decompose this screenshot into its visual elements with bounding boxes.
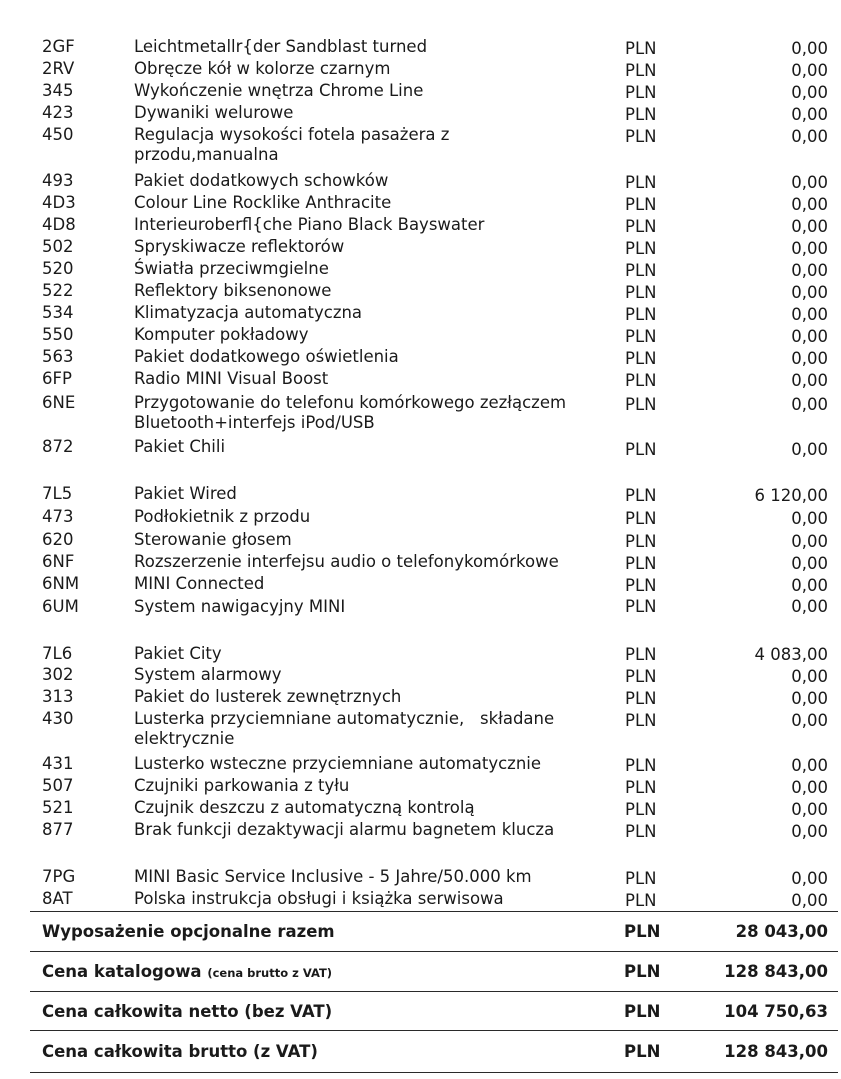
item-amount: 0,00 (791, 509, 828, 528)
item-currency: PLN (625, 576, 657, 595)
item-currency: PLN (625, 217, 657, 236)
item-amount: 0,00 (791, 371, 828, 390)
item-description: Pakiet dodatkowego oświetlenia (134, 347, 399, 366)
total-amount: 28 043,00 (735, 922, 828, 941)
item-currency: PLN (625, 667, 657, 686)
item-currency: PLN (625, 61, 657, 80)
line-item (0, 303, 841, 323)
item-currency: PLN (625, 778, 657, 797)
item-description: Interieuroberfl{che Piano Black Bayswater (134, 215, 485, 234)
item-description: Pakiet City (134, 644, 222, 663)
item-amount: 0,00 (791, 239, 828, 258)
item-code: 6NM (42, 574, 80, 593)
item-code: 521 (42, 798, 74, 817)
item-description: System alarmowy (134, 665, 282, 684)
item-currency: PLN (625, 127, 657, 146)
item-amount: 0,00 (791, 778, 828, 797)
item-amount: 0,00 (791, 689, 828, 708)
item-description: Reflektory biksenonowe (134, 281, 332, 300)
line-item (0, 59, 841, 79)
item-currency: PLN (625, 645, 657, 664)
item-amount: 0,00 (791, 61, 828, 80)
line-item (0, 37, 841, 57)
item-amount: 0,00 (791, 349, 828, 368)
item-currency: PLN (625, 105, 657, 124)
total-row-gross (0, 1032, 841, 1072)
item-currency: PLN (625, 173, 657, 192)
line-item (0, 259, 841, 279)
item-currency: PLN (625, 597, 657, 616)
item-currency: PLN (625, 440, 657, 459)
item-description: Podłokietnik z przodu (134, 507, 311, 526)
item-currency: PLN (625, 83, 657, 102)
item-code: 450 (42, 125, 74, 144)
item-amount: 0,00 (791, 283, 828, 302)
item-currency: PLN (625, 395, 657, 414)
item-currency: PLN (625, 349, 657, 368)
total-currency: PLN (624, 962, 661, 981)
total-label: Cena katalogowa (cena brutto z VAT) (42, 962, 333, 981)
item-currency: PLN (625, 305, 657, 324)
item-currency: PLN (625, 711, 657, 730)
item-amount: 0,00 (791, 105, 828, 124)
item-code: 473 (42, 507, 74, 526)
item-description: MINI Connected (134, 574, 265, 593)
line-item (0, 798, 841, 818)
line-item (0, 665, 841, 685)
line-item (0, 867, 841, 887)
item-description: Pakiet Wired (134, 484, 237, 503)
item-amount: 0,00 (791, 891, 828, 910)
item-code: 6NE (42, 393, 76, 412)
item-currency: PLN (625, 239, 657, 258)
line-item (0, 369, 841, 389)
item-code: 431 (42, 754, 74, 773)
item-description: Lusterko wsteczne przyciemniane automatycznie (134, 754, 542, 773)
item-amount: 0,00 (791, 327, 828, 346)
line-item (0, 103, 841, 123)
item-description: MINI Basic Service Inclusive - 5 Jahre/50.000 km (134, 867, 532, 886)
item-description: Komputer pokładowy (134, 325, 309, 344)
item-description: Sterowanie głosem (134, 530, 292, 549)
item-description: Wykończenie wnętrza Chrome Line (134, 81, 424, 100)
item-code: 8AT (42, 889, 73, 908)
line-item (0, 820, 841, 840)
item-description: Klimatyzacja automatyczna (134, 303, 363, 322)
item-description: Leichtmetallr{der Sandblast turned (134, 37, 428, 56)
item-code: 563 (42, 347, 74, 366)
item-code: 522 (42, 281, 74, 300)
item-code: 423 (42, 103, 74, 122)
item-amount: 0,00 (791, 305, 828, 324)
item-description: Brak funkcji dezaktywacji alarmu bagnetem klucza (134, 820, 555, 839)
total-label: Cena całkowita brutto (z VAT) (42, 1042, 318, 1061)
line-item (0, 347, 841, 367)
total-amount: 104 750,63 (724, 1002, 828, 1021)
item-currency: PLN (625, 371, 657, 390)
total-currency: PLN (624, 1002, 661, 1021)
item-description: Czujnik deszczu z automatyczną kontrolą (134, 798, 475, 817)
total-label: Wyposażenie opcjonalne razem (42, 922, 335, 941)
item-code: 507 (42, 776, 74, 795)
item-amount: 0,00 (791, 711, 828, 730)
total-currency: PLN (624, 922, 661, 941)
item-amount: 0,00 (791, 869, 828, 888)
item-amount: 0,00 (791, 217, 828, 236)
item-currency: PLN (625, 800, 657, 819)
item-amount: 0,00 (791, 440, 828, 459)
item-code: 345 (42, 81, 74, 100)
line-item (0, 484, 841, 504)
item-amount: 0,00 (791, 195, 828, 214)
item-currency: PLN (625, 486, 657, 505)
item-code: 6NF (42, 552, 75, 571)
item-code: 550 (42, 325, 74, 344)
item-amount: 0,00 (791, 597, 828, 616)
item-description: Pakiet do lusterek zewnętrznych (134, 687, 402, 706)
item-currency: PLN (625, 689, 657, 708)
total-amount: 128 843,00 (724, 1042, 828, 1061)
line-item (0, 530, 841, 550)
line-item (0, 281, 841, 301)
line-item (0, 687, 841, 707)
item-description: Radio MINI Visual Boost (134, 369, 329, 388)
line-item (0, 776, 841, 796)
item-description: Rozszerzenie interfejsu audio o telefonykomórkowe (134, 552, 559, 571)
item-code: 502 (42, 237, 74, 256)
item-code: 877 (42, 820, 74, 839)
line-item (0, 81, 841, 101)
line-item (0, 393, 841, 432)
item-code: 4D3 (42, 193, 76, 212)
item-currency: PLN (625, 39, 657, 58)
total-amount: 128 843,00 (724, 962, 828, 981)
item-amount: 0,00 (791, 576, 828, 595)
item-code: 6UM (42, 597, 79, 616)
item-currency: PLN (625, 554, 657, 573)
total-row-catalog (0, 952, 841, 992)
item-description: Przygotowanie do telefonu komórkowego zezłączem Bluetooth+interfejs iPod/USB (134, 393, 567, 432)
item-code: 430 (42, 709, 74, 728)
line-item (0, 125, 841, 164)
item-description: System nawigacyjny MINI (134, 597, 346, 616)
line-item (0, 215, 841, 235)
item-currency: PLN (625, 283, 657, 302)
item-currency: PLN (625, 756, 657, 775)
item-code: 2GF (42, 37, 75, 56)
item-amount: 0,00 (791, 173, 828, 192)
total-row-net (0, 992, 841, 1032)
item-code: 7L5 (42, 484, 73, 503)
item-code: 302 (42, 665, 74, 684)
item-currency: PLN (625, 195, 657, 214)
item-code: 7PG (42, 867, 76, 886)
item-currency: PLN (625, 327, 657, 346)
line-item (0, 552, 841, 572)
line-item (0, 644, 841, 664)
item-code: 2RV (42, 59, 75, 78)
item-description: Colour Line Rocklike Anthracite (134, 193, 392, 212)
line-item (0, 437, 841, 457)
divider-line (30, 1030, 838, 1031)
line-item (0, 709, 841, 748)
total-note: (cena brutto z VAT) (207, 966, 333, 980)
item-amount: 0,00 (791, 39, 828, 58)
item-currency: PLN (625, 509, 657, 528)
line-item (0, 193, 841, 213)
item-description: Czujniki parkowania z tyłu (134, 776, 350, 795)
item-code: 493 (42, 171, 74, 190)
line-item (0, 574, 841, 594)
line-item (0, 325, 841, 345)
item-amount: 0,00 (791, 756, 828, 775)
item-currency: PLN (625, 532, 657, 551)
item-amount: 0,00 (791, 261, 828, 280)
item-description: Spryskiwacze reflektorów (134, 237, 345, 256)
total-row-options (0, 912, 841, 952)
line-item (0, 597, 841, 617)
total-currency: PLN (624, 1042, 661, 1061)
item-code: 4D8 (42, 215, 76, 234)
item-description: Pakiet dodatkowych schowków (134, 171, 389, 190)
item-code: 6FP (42, 369, 72, 388)
total-label: Cena całkowita netto (bez VAT) (42, 1002, 333, 1021)
item-amount: 6 120,00 (754, 486, 828, 505)
item-code: 7L6 (42, 644, 73, 663)
line-item (0, 507, 841, 527)
item-amount: 0,00 (791, 127, 828, 146)
item-code: 520 (42, 259, 74, 278)
item-description: Lusterka przyciemniane automatycznie, składane elektrycznie (134, 709, 560, 748)
item-description: Obręcze kół w kolorze czarnym (134, 59, 391, 78)
item-code: 620 (42, 530, 74, 549)
item-description: Światła przeciwmgielne (134, 259, 329, 278)
item-amount: 0,00 (791, 83, 828, 102)
line-item (0, 889, 841, 909)
item-amount: 0,00 (791, 532, 828, 551)
divider-line (30, 1072, 838, 1073)
item-amount: 4 083,00 (754, 645, 828, 664)
item-code: 313 (42, 687, 74, 706)
item-amount: 0,00 (791, 395, 828, 414)
line-item (0, 171, 841, 191)
item-currency: PLN (625, 261, 657, 280)
item-description: Pakiet Chili (134, 437, 226, 456)
line-item (0, 754, 841, 774)
item-amount: 0,00 (791, 822, 828, 841)
item-code: 534 (42, 303, 74, 322)
item-description: Regulacja wysokości fotela pasażera z przodu,manualna (134, 125, 450, 164)
item-amount: 0,00 (791, 800, 828, 819)
item-amount: 0,00 (791, 667, 828, 686)
item-description: Dywaniki welurowe (134, 103, 294, 122)
item-amount: 0,00 (791, 554, 828, 573)
line-item (0, 237, 841, 257)
item-code: 872 (42, 437, 74, 456)
item-currency: PLN (625, 869, 657, 888)
item-currency: PLN (625, 822, 657, 841)
item-currency: PLN (625, 891, 657, 910)
item-description: Polska instrukcja obsługi i książka serwisowa (134, 889, 504, 908)
